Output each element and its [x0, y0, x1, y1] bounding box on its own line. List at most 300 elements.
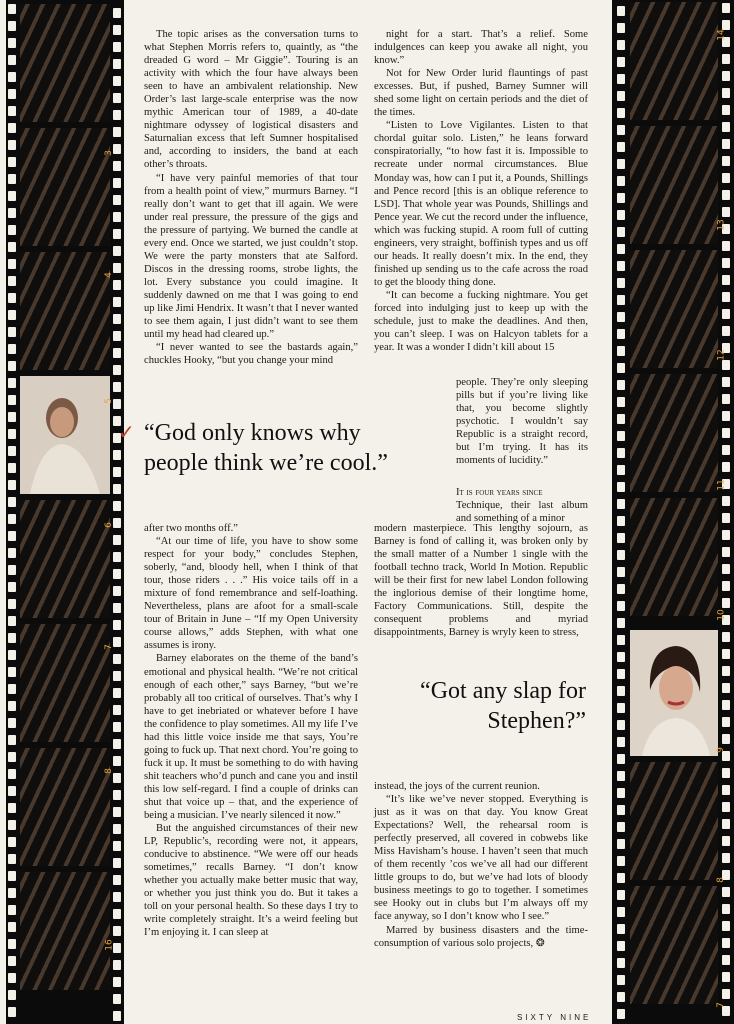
sprocket-hole [113, 212, 121, 222]
sprocket-hole [722, 173, 730, 183]
pull-quote-slap [380, 676, 586, 736]
sprocket-hole [617, 754, 625, 764]
sprocket-hole [113, 841, 121, 851]
frame-number: 14 [716, 29, 727, 41]
sprocket-hole [722, 360, 730, 370]
sprocket-hole [8, 174, 16, 184]
sprocket-hole [722, 411, 730, 421]
sprocket-hole [617, 516, 625, 526]
sprocket-hole [113, 535, 121, 545]
sprocket-hole [722, 632, 730, 642]
sprocket-hole [113, 8, 121, 18]
sprocket-hole [8, 191, 16, 201]
article-column-left-bottom [144, 522, 358, 940]
sprocket-hole [8, 888, 16, 898]
frame-number: 12 [716, 349, 727, 361]
sprocket-hole [722, 887, 730, 897]
sprocket-hole [8, 429, 16, 439]
sprocket-hole [722, 598, 730, 608]
sprocket-hole [8, 922, 16, 932]
sprocket-hole [617, 703, 625, 713]
sprocket-hole [113, 603, 121, 613]
frame-number: 7 [103, 644, 114, 650]
sprocket-hole [722, 785, 730, 795]
sprocket-hole [8, 157, 16, 167]
sprocket-hole [8, 361, 16, 371]
film-frame-scribbled [630, 498, 718, 616]
sprocket-hole [8, 123, 16, 133]
sprocket-hole [617, 91, 625, 101]
sprocket-hole [8, 55, 16, 65]
sprocket-hole [8, 990, 16, 1000]
sprocket-hole [722, 513, 730, 523]
sprocket-hole [617, 992, 625, 1002]
sprocket-hole [617, 686, 625, 696]
sprocket-hole [8, 837, 16, 847]
sprocket-hole [8, 446, 16, 456]
sprocket-hole [617, 669, 625, 679]
sprocket-hole [8, 378, 16, 388]
sprocket-hole [722, 683, 730, 693]
article-column-left-top [144, 28, 358, 367]
sprocket-hole [617, 23, 625, 33]
sprocket-hole [113, 620, 121, 630]
article-paragraph: “Listen to Love Vigilantes. Listen to that chordal guitar solo. Listen,” he leans forward conspiratorially, “to how fast it is. Impossible to recreate under normal circumstances. Blue Monday was, how can I put it, a Pounds, Shillings and Pence record [this is an oblique reference to LSD]. That whole year was Pounds, Shillings and Pence year. We cut the record under the influence, which was fucking stupid. A room full of cutting engineers, very straight, boffinish types and us off our heads. It really doesn’t mix. In the end, they finished up sending us to the cafe across the road to get the bloody thing done. [374, 120, 588, 288]
film-frame-photo [20, 376, 110, 494]
article-paragraph: after two months off.” [144, 523, 238, 534]
sprocket-hole [113, 331, 121, 341]
sprocket-hole [113, 705, 121, 715]
sprocket-hole [113, 671, 121, 681]
sprocket-hole [8, 803, 16, 813]
sprocket-hole [113, 790, 121, 800]
sprocket-hole [617, 635, 625, 645]
sprocket-hole [722, 71, 730, 81]
sprocket-hole [617, 618, 625, 628]
sprocket-hole [722, 292, 730, 302]
sprocket-hole [113, 518, 121, 528]
film-frame-scribbled [20, 252, 110, 370]
sprocket-hole [8, 633, 16, 643]
sprocket-hole [113, 654, 121, 664]
article-paragraph: But the anguished circumstances of their new LP, Republic’s, recording were not, it appears, conducive to abstinence. “We were off our heads sometimes,” recalls Barney. “I don’t know whether you actually make better music that way, or whether you just think you do. But it takes a toll on your personal health. So these days I try to write completely straight. It’s a weird feeling but I’m enjoying it. I can sleep at [144, 823, 358, 939]
sprocket-hole [722, 326, 730, 336]
sprocket-hole [113, 382, 121, 392]
sprocket-hole [113, 280, 121, 290]
sprocket-hole [722, 54, 730, 64]
sprocket-hole [617, 482, 625, 492]
sprocket-hole [617, 363, 625, 373]
sprocket-hole [617, 142, 625, 152]
sprocket-hole [8, 89, 16, 99]
sprocket-hole [617, 550, 625, 560]
film-frame-scribbled [630, 2, 718, 120]
sprocket-hole [8, 276, 16, 286]
sprocket-hole [722, 377, 730, 387]
sprocket-hole [113, 42, 121, 52]
sprocket-hole [8, 140, 16, 150]
frame-number: 6 [103, 522, 114, 528]
article-paragraph: Barney elaborates on the theme of the band’s emotional and physical health. “We’re not critical enough of each other,” says Barney, “but we’re probably all too critical of ourselves. That’s why I have to get inebriated or whatever before I have the confidence to play sometimes. All my life I’ve had this little voice inside me that says, You’re going to fuck up. That next chord. You’re going to fuck it up. It must be something to do with having shit teachers who’d punch and cane you and instil this low self-regard. I find a couple of drinks can shut that voice up – that, and the experience of being a musician. I’ve nearly silenced it now.” [144, 653, 358, 822]
sprocket-hole [617, 958, 625, 968]
frame-number: 16 [104, 939, 115, 951]
sprocket-hole [113, 467, 121, 477]
sprocket-hole [722, 394, 730, 404]
sprocket-hole [617, 244, 625, 254]
sprocket-hole [617, 499, 625, 509]
film-frame-scribbled [630, 374, 718, 492]
sprocket-hole [617, 125, 625, 135]
sprocket-hole [8, 871, 16, 881]
article-paragraph: instead, the joys of the current reunion. [374, 781, 540, 792]
sprocket-hole [113, 25, 121, 35]
pull-quote-line: “God only knows why [144, 420, 361, 446]
sprocket-hole [8, 599, 16, 609]
sprocket-hole [722, 819, 730, 829]
sprocket-hole [113, 892, 121, 902]
sprocket-hole [617, 159, 625, 169]
sprocket-hole [722, 921, 730, 931]
sprocket-hole [8, 786, 16, 796]
sprocket-hole [8, 769, 16, 779]
sprocket-hole [113, 195, 121, 205]
frame-number: 7 [715, 1002, 726, 1008]
sprocket-hole [722, 309, 730, 319]
sprocket-hole [722, 564, 730, 574]
sprocket-hole [722, 972, 730, 982]
frame-number: 10 [716, 609, 727, 621]
sprocket-hole [722, 853, 730, 863]
sprocket-hole [113, 569, 121, 579]
sprocket-hole [8, 463, 16, 473]
sprocket-hole [722, 207, 730, 217]
sprocket-hole [113, 127, 121, 137]
sprocket-hole [113, 586, 121, 596]
sprocket-hole [113, 229, 121, 239]
frame-number: 3 [103, 150, 114, 156]
article-paragraph: “I never wanted to see the bastards again,” chuckles Hooky, “but you change your mind [144, 342, 358, 367]
article-paragraph: people. They’re only sleeping pills but if you’re living like that, you become slightly psychotic. I wouldn’t say Republic is a straight record, but I’m trying. It has its moments of lucidity.” [456, 377, 588, 467]
sprocket-hole [722, 190, 730, 200]
sprocket-hole [722, 139, 730, 149]
film-frame-scribbled [630, 250, 718, 368]
sprocket-hole [617, 720, 625, 730]
sprocket-holes [113, 8, 122, 1024]
sprocket-hole [617, 278, 625, 288]
article-paragraph: “I have very painful memories of that tour from a health point of view,” murmurs Barney. “I really don’t want to get that ill again. We were under real pressure, the pressure of the gigs and the pressure of partying. We burned the candle at every end. Once we started, we just couldn’t stop. We were the party monsters that ate Salford. Discos in the dressing rooms, strobe lights, the lot. Every substance you could imagine. It suddenly dawned on me that I was going to end up like Jimi Hendrix. It wasn’t that I never wanted to see them again, I just didn’t want to see them until my head had cleared up.” [144, 172, 358, 341]
sprocket-hole [617, 261, 625, 271]
sprocket-hole [8, 38, 16, 48]
sprocket-hole [113, 722, 121, 732]
sprocket-hole [722, 428, 730, 438]
sprocket-hole [617, 975, 625, 985]
sprocket-hole [113, 365, 121, 375]
sprocket-hole [617, 448, 625, 458]
sprocket-hole [617, 108, 625, 118]
sprocket-hole [8, 701, 16, 711]
sprocket-hole [8, 582, 16, 592]
sprocket-hole [113, 110, 121, 120]
sprocket-hole [8, 650, 16, 660]
sprocket-hole [722, 649, 730, 659]
sprocket-hole [113, 858, 121, 868]
page-label: SIXTY NINE [517, 1013, 592, 1022]
sprocket-hole [617, 1009, 625, 1019]
sprocket-hole [113, 637, 121, 647]
handwritten-check-mark: ✓ [118, 422, 135, 444]
sprocket-hole [722, 496, 730, 506]
film-frame-scribbled [630, 886, 718, 1004]
article-paragraph-text: Marred by business disasters and the time-consumption of various solo projects, [374, 924, 588, 949]
sprocket-hole [617, 312, 625, 322]
sprocket-hole [8, 72, 16, 82]
sprocket-hole [8, 480, 16, 490]
sprocket-hole [113, 178, 121, 188]
sprocket-hole [8, 514, 16, 524]
sprocket-hole [722, 241, 730, 251]
sprocket-hole [113, 824, 121, 834]
sprocket-hole [113, 399, 121, 409]
sprocket-hole [8, 905, 16, 915]
sprocket-hole [722, 122, 730, 132]
sprocket-hole [8, 752, 16, 762]
sprocket-hole [722, 530, 730, 540]
article-paragraph: “At our time of life, you have to show some respect for your body,” concludes Stephen, soberly, “and, bloody hell, when I think of that tour, those riders . . .” His voice tails off in a mixture of fond remembrance and self-loathing. Nevertheless, plans are afoot for a small-scale tour of Britain in June – “If my Open University course allows,” adds Stephen, with what one assumes is irony. [144, 536, 358, 652]
sprocket-hole [617, 839, 625, 849]
sprocket-hole [617, 907, 625, 917]
film-frame-scribbled [20, 872, 110, 990]
sprocket-hole [8, 939, 16, 949]
sprocket-hole [8, 395, 16, 405]
sprocket-hole [113, 246, 121, 256]
sprocket-hole [617, 601, 625, 611]
sprocket-hole [8, 565, 16, 575]
sprocket-hole [113, 501, 121, 511]
article-paragraph: Technique, their last album and something of a minor [456, 500, 588, 525]
article-column-narrow [456, 376, 588, 467]
sprocket-hole [617, 176, 625, 186]
frame-number: 13 [716, 219, 727, 231]
article-column-mid-narrow [456, 486, 588, 525]
sprocket-hole [722, 802, 730, 812]
end-mark-icon: ❂ [535, 937, 545, 949]
sprocket-hole [113, 688, 121, 698]
sprocket-hole [113, 263, 121, 273]
sprocket-hole [113, 484, 121, 494]
sprocket-hole [722, 734, 730, 744]
pull-quote-line: people think we’re cool.” [144, 450, 388, 476]
sprocket-hole [113, 552, 121, 562]
sprocket-hole [617, 941, 625, 951]
article-paragraph: Not for New Order lurid flauntings of past excesses. But, if pushed, Barney Sumner will shed some light on certain periods and the diet of the times. [374, 68, 588, 119]
sprocket-hole [617, 57, 625, 67]
article-paragraph-lead: It is four years since [456, 487, 543, 498]
sprocket-hole [722, 3, 730, 13]
sprocket-hole [8, 497, 16, 507]
sprocket-hole [8, 854, 16, 864]
pull-quote-cool [144, 418, 454, 478]
sprocket-hole [617, 329, 625, 339]
sprocket-hole [617, 295, 625, 305]
sprocket-hole [113, 909, 121, 919]
sprocket-hole [113, 739, 121, 749]
sprocket-hole [113, 93, 121, 103]
sprocket-hole [617, 465, 625, 475]
frame-number: 5 [103, 398, 114, 404]
sprocket-hole [617, 771, 625, 781]
sprocket-hole [8, 21, 16, 31]
sprocket-hole [617, 873, 625, 883]
sprocket-hole [113, 450, 121, 460]
sprocket-hole [722, 462, 730, 472]
sprocket-hole [8, 106, 16, 116]
sprocket-hole [113, 994, 121, 1004]
sprocket-hole [8, 327, 16, 337]
sprocket-hole [722, 275, 730, 285]
sprocket-hole [617, 431, 625, 441]
sprocket-hole [617, 567, 625, 577]
film-frame-scribbled [630, 126, 718, 244]
film-strip-right [612, 0, 734, 1024]
sprocket-hole [113, 756, 121, 766]
sprocket-hole [8, 412, 16, 422]
sprocket-hole [617, 227, 625, 237]
sprocket-hole [8, 616, 16, 626]
sprocket-hole [722, 666, 730, 676]
article-paragraph [374, 924, 588, 950]
sprocket-hole [617, 6, 625, 16]
article-paragraph: “It’s like we’ve never stopped. Everything is just as it was on that day. You know Great Expectations? Well, the rehearsal room is perfectly preserved, all covered in cobwebs like Miss Havisham’s house. I haven’t seen that much of them recently ’cos we’ve all had our different little groups to do, but we’ve had lots of bloody business meetings to go to together. I sometimes see Hooky out in clubs but I’m always off my face anyway, so I don’t know who I see.” [374, 794, 588, 923]
sprocket-hole [8, 956, 16, 966]
sprocket-hole [722, 88, 730, 98]
sprocket-hole [722, 768, 730, 778]
sprocket-hole [113, 807, 121, 817]
pull-quote-line: “Got any slap for [420, 678, 586, 704]
frame-number: 9 [715, 747, 726, 753]
sprocket-hole [8, 4, 16, 14]
sprocket-hole [8, 344, 16, 354]
article-paragraph: night for a start. That’s a relief. Some indulgences can keep you awake all night, you know.” [374, 29, 588, 67]
sprocket-hole [617, 193, 625, 203]
film-frame-scribbled [20, 128, 110, 246]
sprocket-hole [8, 820, 16, 830]
sprocket-hole [722, 156, 730, 166]
sprocket-hole [617, 414, 625, 424]
page-footer [517, 1013, 591, 1022]
frame-number: 11 [716, 479, 727, 491]
sprocket-holes [722, 3, 731, 1024]
sprocket-hole [722, 836, 730, 846]
sprocket-hole [8, 735, 16, 745]
sprocket-hole [8, 259, 16, 269]
frame-number: 8 [715, 877, 726, 883]
sprocket-hole [8, 973, 16, 983]
sprocket-hole [617, 822, 625, 832]
sprocket-hole [113, 875, 121, 885]
sprocket-hole [8, 310, 16, 320]
article-column-right-top [374, 28, 588, 354]
sprocket-hole [113, 977, 121, 987]
sprocket-hole [113, 1011, 121, 1021]
sprocket-hole [617, 346, 625, 356]
article-column-right-bottom [374, 780, 588, 950]
film-frame-scribbled [20, 624, 110, 742]
film-frame-scribbled [630, 762, 718, 880]
sprocket-hole [113, 297, 121, 307]
sprocket-hole [722, 700, 730, 710]
portrait-woman-icon [630, 630, 718, 756]
sprocket-hole [617, 856, 625, 866]
film-frame-scribbled [20, 748, 110, 866]
sprocket-hole [113, 59, 121, 69]
sprocket-hole [722, 955, 730, 965]
frame-number: 4 [103, 272, 114, 278]
film-frame-photo [630, 630, 718, 756]
sprocket-hole [8, 684, 16, 694]
film-strip-left [6, 0, 124, 1024]
sprocket-hole [722, 581, 730, 591]
sprocket-hole [8, 548, 16, 558]
sprocket-hole [617, 652, 625, 662]
sprocket-hole [722, 547, 730, 557]
article-paragraph: modern masterpiece. This lengthy sojourn, as Barney is fond of calling it, was broken only by the small matter of a Number 1 single with the football techno track, World In Motion. Republic will be their first for new label London following the inglorious demise of their longtime home, Factory Communications. Still, despite the consequent problems and myriad disappointments, Barney is wryly keen to stress, [374, 523, 588, 639]
sprocket-hole [617, 40, 625, 50]
sprocket-hole [722, 989, 730, 999]
sprocket-hole [722, 938, 730, 948]
film-frame-scribbled [20, 500, 110, 618]
article-column-right-mid [374, 522, 588, 639]
sprocket-hole [113, 144, 121, 154]
sprocket-hole [8, 225, 16, 235]
sprocket-hole [8, 718, 16, 728]
sprocket-hole [113, 348, 121, 358]
sprocket-hole [722, 717, 730, 727]
sprocket-hole [8, 1007, 16, 1017]
sprocket-holes [8, 4, 17, 1024]
sprocket-hole [617, 380, 625, 390]
sprocket-hole [617, 805, 625, 815]
sprocket-hole [722, 904, 730, 914]
sprocket-hole [617, 74, 625, 84]
sprocket-hole [113, 773, 121, 783]
pull-quote-line: Stephen?” [487, 708, 586, 734]
sprocket-holes [617, 6, 626, 1024]
article-paragraph: The topic arises as the conversation turns to what Stephen Morris refers to, quaintly, as “the dreaded G word – Mr Giggie”. Touring is an activity with which the four have always been seen to have an ambivalent relationship. New Order’s last large-scale enterprise was the now mythic American tour of 1989, a 40-date nightmare odyssey of logistical disasters and Saturnalian excess that left Sumner hospitalised and, according to insiders, the band at each other’s throats. [144, 29, 358, 171]
sprocket-hole [113, 960, 121, 970]
sprocket-hole [8, 242, 16, 252]
article-paragraph: “It can become a fucking nightmare. You get forced into indulging just to keep up with the schedule, just to make the deadlines. And then, you can’t sleep. I was on Halcyon tablets for a year. It was a wonder I didn’t kill about 15 [374, 289, 588, 354]
film-frame-scribbled [20, 4, 110, 122]
portrait-man-icon [20, 376, 110, 494]
sprocket-hole [617, 788, 625, 798]
sprocket-hole [8, 208, 16, 218]
sprocket-hole [722, 258, 730, 268]
sprocket-hole [113, 314, 121, 324]
sprocket-hole [617, 397, 625, 407]
sprocket-hole [113, 926, 121, 936]
sprocket-hole [722, 445, 730, 455]
sprocket-hole [113, 76, 121, 86]
sprocket-hole [617, 890, 625, 900]
sprocket-hole [617, 737, 625, 747]
sprocket-hole [8, 667, 16, 677]
sprocket-hole [8, 293, 16, 303]
sprocket-hole [617, 533, 625, 543]
frame-number: 8 [103, 768, 114, 774]
sprocket-hole [617, 924, 625, 934]
sprocket-hole [8, 531, 16, 541]
sprocket-hole [113, 161, 121, 171]
